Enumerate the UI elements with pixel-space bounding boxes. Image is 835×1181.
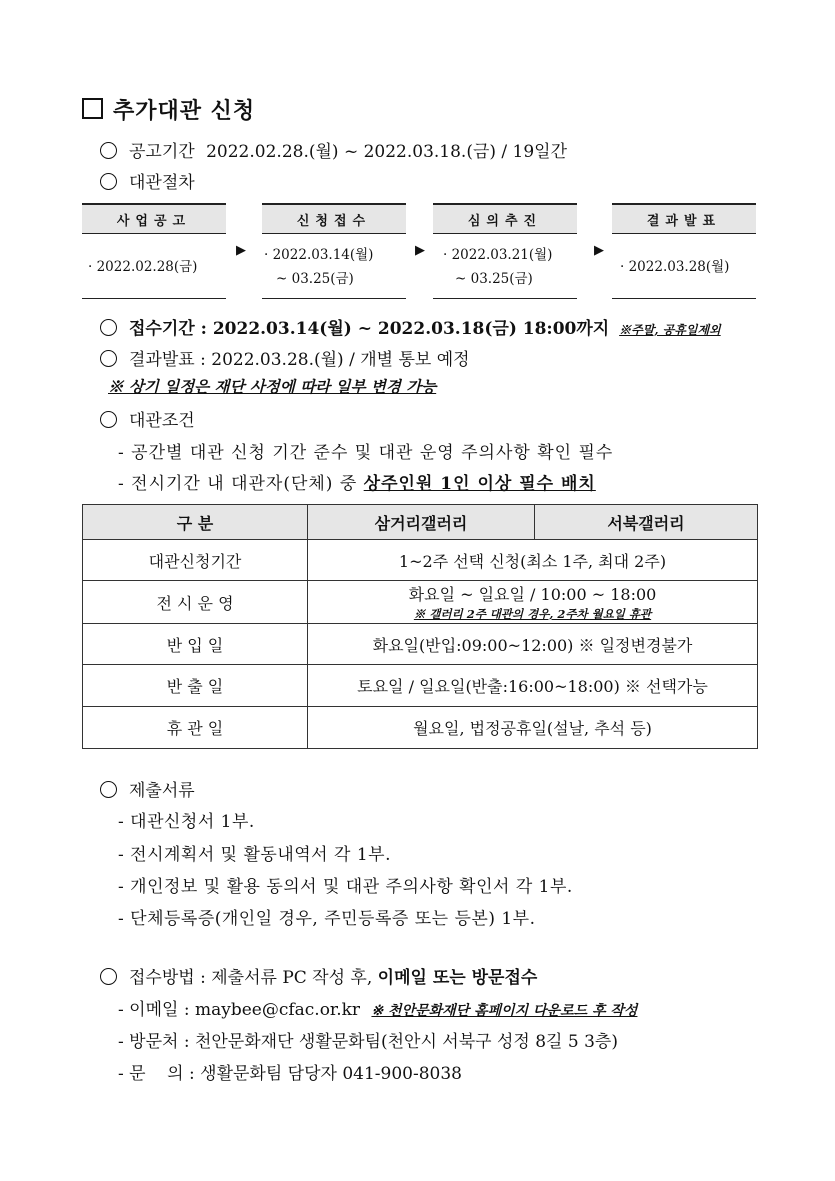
circle-bullet-icon (100, 411, 117, 428)
step-body-1: · 2022.02.28(금) (82, 231, 226, 299)
document-item: - 단체등록증(개인일 경우, 주민등록증 또는 등본) 1부. (118, 909, 536, 929)
table-row (83, 581, 758, 624)
step-body-3: · 2022.03.21(월) ~ 03.25(금) (433, 231, 577, 299)
circle-bullet-icon (100, 142, 117, 159)
conditions-label: 대관조건 (100, 406, 195, 431)
table-row (83, 540, 758, 581)
condition-item: - 공간별 대관 신청 기간 준수 및 대관 운영 주의사항 확인 필수 (118, 443, 614, 463)
condition-item: - 전시기간 내 대관자(단체) 중 상주인원 1인 이상 필수 배치 (118, 474, 596, 494)
result-announcement: 결과발표 : 2022.03.28.(월) / 개별 통보 예정 (100, 345, 470, 370)
visit-line: - 방문처 : 천안문화재단 생활문화팀(천안시 서북구 성정 8길 5 3층) (118, 1032, 618, 1052)
submission-method: 접수방법 : 제출서류 PC 작성 후, 이메일 또는 방문접수 (100, 963, 537, 988)
table-header-cell: 삼거리갤러리 (308, 505, 535, 540)
step-head-2: 신청접수 (262, 203, 406, 234)
step-head-3: 심의추진 (433, 203, 577, 234)
document-item: - 개인정보 및 활용 동의서 및 대관 주의사항 확인서 각 1부. (118, 877, 573, 897)
rental-conditions-table (82, 504, 758, 749)
row-value: 월요일, 법정공휴일(설날, 추석 등) (308, 707, 758, 749)
circle-bullet-icon (100, 350, 117, 367)
step-head-1: 사업공고 (82, 203, 226, 234)
table-header-cell: 서북갤러리 (535, 505, 758, 540)
circle-bullet-icon (100, 781, 117, 798)
row-value: 화요일(반입:09:00~12:00) ※ 일정변경불가 (308, 624, 758, 665)
row-value: 1~2주 선택 신청(최소 1주, 최대 2주) (308, 540, 758, 581)
email-link[interactable]: : maybee@cfac.or.kr (183, 1000, 361, 1020)
contact-line: - 문 의 : 생활문화팀 담당자 041-900-8038 (118, 1064, 462, 1084)
step-head-4: 결과발표 (612, 203, 756, 234)
checkbox-square-icon (82, 98, 103, 119)
step-body-4: · 2022.03.28(월) (612, 231, 756, 299)
arrow-right-icon: ▶ (594, 243, 604, 258)
step-body-2: · 2022.03.14(월) ~ 03.25(금) (262, 231, 406, 299)
document-item: - 대관신청서 1부. (118, 812, 255, 832)
row-label: 대관신청기간 (83, 540, 308, 581)
row-value: 화요일 ~ 일요일 / 10:00 ~ 18:00 ※ 갤러리 2주 대관의 경우, 2주차 월요일 휴관 (308, 581, 758, 624)
reception-period: 접수기간 : 2022.03.14(월) ~ 2022.03.18(금) 18:00까지 ※주말, 공휴일제외 (100, 314, 721, 339)
circle-bullet-icon (100, 173, 117, 190)
table-row (83, 624, 758, 665)
row-label: 반 출 일 (83, 665, 308, 707)
section-title: 추가대관 신청 (82, 94, 255, 125)
row-value: 토요일 / 일요일(반출:16:00~18:00) ※ 선택가능 (308, 665, 758, 707)
notice-period: 공고기간 2022.02.28.(월) ~ 2022.03.18.(금) / 19일간 (100, 137, 567, 162)
schedule-note: ※ 상기 일정은 재단 사정에 따라 일부 변경 가능 (108, 377, 437, 396)
row-label: 반 입 일 (83, 624, 308, 665)
document-item: - 전시계획서 및 활동내역서 각 1부. (118, 845, 391, 865)
arrow-right-icon: ▶ (236, 243, 246, 258)
table-row (83, 707, 758, 749)
table-header-row (83, 505, 758, 540)
table-header-cell: 구 분 (83, 505, 308, 540)
table-row (83, 665, 758, 707)
row-label: 전 시 운 영 (83, 581, 308, 624)
procedure-label: 대관절차 (100, 168, 195, 193)
circle-bullet-icon (100, 319, 117, 336)
circle-bullet-icon (100, 968, 117, 985)
arrow-right-icon: ▶ (415, 243, 425, 258)
documents-label: 제출서류 (100, 776, 195, 801)
row-label: 휴 관 일 (83, 707, 308, 749)
email-line: - 이메일 : maybee@cfac.or.kr ※ 천안문화재단 홈페이지 다운로드 후 작성 (118, 1000, 638, 1020)
